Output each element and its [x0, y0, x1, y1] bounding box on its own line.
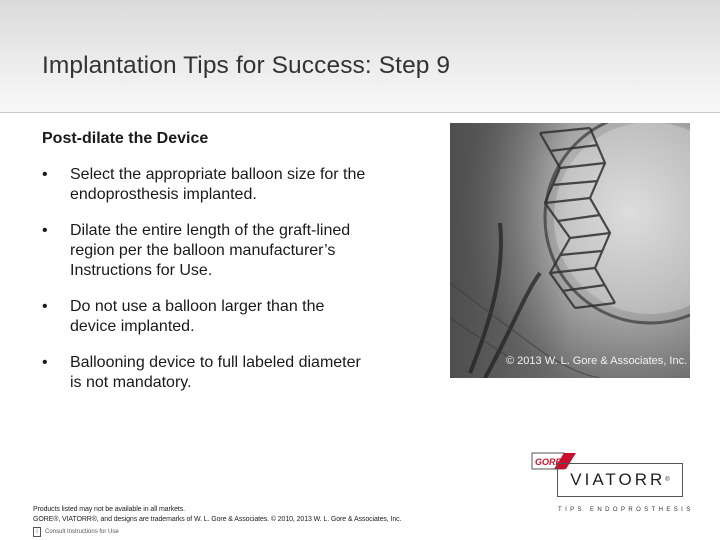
- bullet-text: Dilate the entire length of the graft-lined region per the balloon manufacturer’s Instructions for Use.: [70, 222, 351, 279]
- disclaimer-line-trademarks: GORE®, VIATORR®, and designs are trademarks of W. L. Gore & Associates. © 2010, 2013 W. L. Gore & Associates, Inc.: [33, 515, 402, 523]
- footer-disclaimer: [33, 505, 401, 524]
- header-divider: [0, 112, 720, 113]
- fluoroscopy-graphic: [450, 123, 690, 378]
- info-icon: i: [33, 527, 41, 537]
- bullet-dot: •: [42, 222, 48, 239]
- bullet-text: Ballooning device to full labeled diameter is not mandatory.: [70, 354, 361, 391]
- ifu-note: [33, 527, 119, 537]
- bullet-item: [42, 353, 372, 393]
- section-heading: Post-dilate the Device: [42, 130, 209, 147]
- viatorr-tagline: TIPS ENDOPROSTHESIS: [558, 507, 694, 513]
- image-watermark: © 2013 W. L. Gore & Associates, Inc.: [506, 355, 688, 367]
- ifu-note-text: Consult Instructions for Use: [45, 529, 119, 535]
- slide-title: Implantation Tips for Success: Step 9: [42, 52, 451, 79]
- viatorr-product-name: VIATORR: [570, 470, 666, 489]
- bullet-dot: •: [42, 298, 48, 315]
- bullet-dot: •: [42, 354, 48, 371]
- bullet-item: [42, 221, 372, 281]
- bullet-item: [42, 165, 372, 205]
- bullet-list: [42, 165, 372, 409]
- fluoroscopy-image: [450, 123, 690, 378]
- viatorr-logo: [557, 463, 683, 497]
- gore-logo-text: GORE: [535, 457, 562, 467]
- bullet-item: [42, 297, 372, 337]
- disclaimer-line-availability: Products listed may not be available in all markets.: [33, 506, 185, 513]
- bullet-text: Select the appropriate balloon size for the endoprosthesis implanted.: [70, 166, 366, 203]
- viatorr-registered-mark: ®: [665, 477, 670, 483]
- bullet-dot: •: [42, 166, 48, 183]
- bullet-text: Do not use a balloon larger than the device implanted.: [70, 298, 325, 335]
